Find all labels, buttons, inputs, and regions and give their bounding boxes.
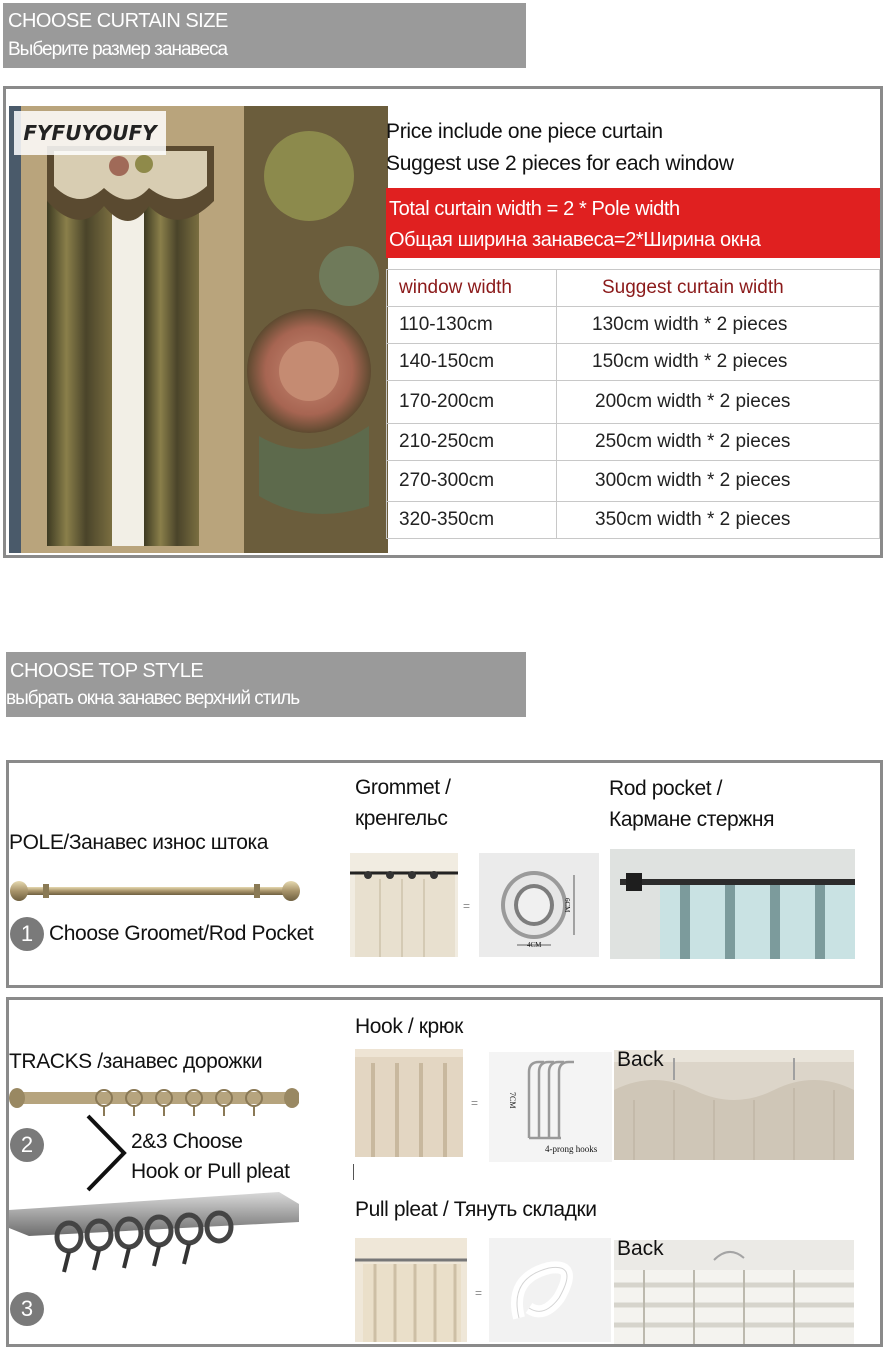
table-cell: 110-130cm: [387, 307, 557, 344]
choose-hook-text-1: 2&3 Choose: [131, 1130, 243, 1153]
table-cell: 150cm width * 2 pieces: [557, 344, 880, 381]
hook-curtain-illustration: [355, 1049, 463, 1157]
table-header-row: [387, 270, 880, 307]
step-3-badge: 3: [10, 1292, 44, 1326]
hook-back-label: Back: [617, 1050, 664, 1071]
hook-divider: [353, 1164, 354, 1180]
pull-pleat-curtain-photo: [355, 1238, 467, 1342]
rod-pocket-photo: [610, 849, 855, 959]
tracks-label: TRACKS /занавес дорожки: [9, 1050, 263, 1073]
equals-sign-3: =: [475, 1286, 483, 1300]
table-cell: 170-200cm: [387, 381, 557, 424]
pull-pleat-title: Pull pleat / Тянуть складки: [355, 1198, 597, 1221]
table-row: [387, 502, 880, 539]
ring-width-label: 4CM: [527, 941, 542, 949]
rod-pocket-title-1: Rod pocket /: [609, 777, 723, 800]
table-cell: 300cm width * 2 pieces: [557, 461, 880, 502]
pole-label: POLE/Занавес износ штока: [9, 831, 269, 854]
pole-rod-icon: [9, 878, 301, 904]
formula-ru: Общая ширина занавеса=2*Ширина окна: [389, 229, 761, 251]
hook-back-photo: [614, 1050, 854, 1160]
size-section-header: [3, 3, 526, 68]
brand-label: FYFUYOUFY: [14, 111, 166, 155]
equals-sign-1: =: [463, 899, 471, 913]
table-cell: 350cm width * 2 pieces: [557, 502, 880, 539]
bracket-arrow-icon: [84, 1112, 129, 1194]
grommet-curtain-illustration: [350, 853, 458, 957]
table-row: [387, 461, 880, 502]
table-row: [387, 344, 880, 381]
header-suggest-width: Suggest curtain width: [557, 270, 880, 307]
pull-tape-photo: [489, 1238, 611, 1342]
table-cell: 210-250cm: [387, 424, 557, 461]
grommet-ring-photo: [479, 853, 599, 957]
step-2-badge: 2: [10, 1128, 44, 1162]
curtain-photo-illustration: [9, 106, 388, 553]
pull-back-label: Back: [617, 1240, 664, 1260]
choose-hook-text-2: Hook or Pull pleat: [131, 1160, 290, 1183]
curtain-photo: [9, 106, 388, 553]
table-cell: 270-300cm: [387, 461, 557, 502]
table-row: [387, 381, 880, 424]
header-window-width: window width: [387, 270, 557, 307]
pull-tape-illustration: [489, 1238, 611, 1342]
step-1-badge: 1: [10, 917, 44, 951]
top-title-en: CHOOSE TOP STYLE: [10, 660, 204, 682]
width-formula-box: [386, 188, 880, 258]
formula-en: Total curtain width = 2 * Pole width: [389, 198, 680, 220]
equals-sign-2: =: [471, 1096, 479, 1110]
grommet-curtain-photo: [350, 853, 458, 957]
hook-photo: [489, 1052, 612, 1162]
size-panel: [3, 86, 883, 558]
size-title-en: CHOOSE CURTAIN SIZE: [8, 10, 228, 32]
table-cell: 250cm width * 2 pieces: [557, 424, 880, 461]
size-table: [386, 269, 880, 539]
table-cell: 140-150cm: [387, 344, 557, 381]
price-note-2: Suggest use 2 pieces for each window: [386, 152, 734, 175]
rod-pocket-title-2: Кармане стержня: [609, 808, 775, 831]
step-1-text: Choose Groomet/Rod Pocket: [49, 922, 314, 945]
rod-pocket-illustration: [610, 849, 855, 959]
hook-caption: 4-prong hooks: [545, 1144, 598, 1154]
track-rod-with-rings-icon: [9, 1086, 299, 1122]
pole-panel: [6, 760, 883, 988]
tracks-panel: [6, 997, 883, 1347]
price-note-1: Price include one piece curtain: [386, 120, 663, 143]
grommet-title-1: Grommet /: [355, 776, 451, 799]
pull-back-photo: [614, 1240, 854, 1344]
metal-track-icon: [9, 1192, 299, 1288]
table-cell: 130cm width * 2 pieces: [557, 307, 880, 344]
table-cell: 200cm width * 2 pieces: [557, 381, 880, 424]
hook-size-label: 7CM: [508, 1092, 517, 1109]
hook-title: Hook / крюк: [355, 1015, 463, 1038]
grommet-title-2: кренгельс: [355, 807, 448, 830]
size-title-ru: Выберите размер занавеса: [8, 39, 228, 60]
table-cell: 320-350cm: [387, 502, 557, 539]
table-row: [387, 424, 880, 461]
pull-pleat-curtain-illustration: [355, 1238, 467, 1342]
ring-height-label: 6CM: [563, 898, 571, 913]
table-row: [387, 307, 880, 344]
top-style-section-header: [6, 652, 526, 717]
top-title-ru: выбрать окна занавес верхний стиль: [6, 688, 300, 709]
hook-curtain-photo: [355, 1049, 463, 1157]
